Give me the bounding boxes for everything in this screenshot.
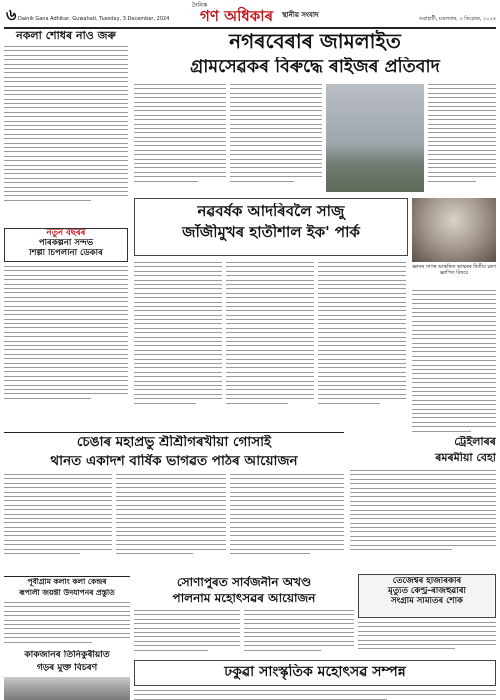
dhakuakhana-body — [134, 690, 496, 700]
new-year-headline-3: শিল্পী চিপলীনা ডেকাৰ — [29, 248, 103, 258]
sonapur-body-col2 — [244, 610, 354, 656]
tezpur-headline-1: তেজেশ্বৰ হাজৰিকাৰ — [392, 577, 462, 586]
new-year-box — [4, 228, 128, 262]
english-date-line: Dainik Gana Adhikar, Guwahati, Tuesday, 3 December, 2024 — [18, 16, 170, 22]
tezpur-headline-2: মৃত্যুত কেণ্ট্ৰ-ৰাজহুৱাৰী — [388, 586, 466, 596]
cheng-body-col2 — [116, 474, 226, 572]
paper-name-top: দৈনিক — [192, 2, 208, 9]
new-year-headline-2: পৰিকল্পনা সন্দৰ্ভ — [38, 238, 94, 248]
paper-logo: গণ অধিকাৰ — [200, 7, 274, 25]
nakal-headline: নকলা শোধৰ নাও জৰু — [16, 30, 116, 42]
purbi-headline-2: ৰূপালী জয়ন্তী উদযাপনৰ প্ৰস্তুতি — [19, 589, 115, 597]
portrait-photo — [412, 198, 496, 262]
sonapur-body-col1 — [134, 610, 240, 656]
cheng-body-col3 — [230, 474, 344, 572]
main-headline-2: গ্ৰামসেৱকৰ বিৰুদ্ধে ৰাইজৰ প্ৰতিবাদ — [190, 57, 440, 77]
main-body-col3 — [428, 84, 496, 192]
park-body-col3 — [318, 262, 406, 432]
main-body-col2 — [230, 84, 322, 194]
nakal-body — [4, 46, 128, 226]
purbi-body — [4, 602, 130, 648]
new-year-headline-1: নতুন বছৰৰ — [46, 229, 86, 238]
page-number: ৬ — [6, 5, 17, 24]
right-body-col — [412, 290, 496, 432]
cheng-headline-1: চেঙাৰ মহাপ্ৰভু শ্ৰীশ্ৰীগৰখীয়া গোসাই — [76, 435, 272, 450]
sonapur-headline-2: পালনাম মহোৎসৱৰ আয়োজন — [172, 592, 316, 605]
park-body-col1 — [134, 262, 222, 432]
cheng-headline-2: থানত একাদশ বাৰ্ষিক ভাগৱত পাঠৰ আয়োজন — [50, 454, 298, 469]
masthead — [0, 0, 500, 28]
tezpur-body — [358, 622, 496, 656]
rhino-photo — [4, 677, 130, 700]
park-headline-1: নৱবৰ্ষক আদৰিবলৈ সাজু — [197, 203, 345, 220]
portrait-caption: জ্ঞানৰ সাগৰ ভাস্কৰিজ ভাস্কৰৰ দ্বিতীয় চৰণ জ্ঞাপিত বিষয়ে — [412, 264, 496, 277]
park-headline-2: জাঁজীমুখৰ হাতীশাল ইক' পাৰ্ক — [182, 224, 360, 242]
main-body-col1 — [134, 84, 226, 194]
sonapur-headline-1: সোণাপুৰত সাৰ্বজনীন অখণ্ড — [176, 576, 312, 589]
main-headline-1: নগৰবেৰাৰ জামলাইত — [229, 30, 401, 53]
cheng-top-rule — [4, 432, 344, 433]
dhakuakhana-box — [134, 660, 496, 686]
trailer-headline-2: ৰমৰমীয়া বেহা — [435, 452, 496, 464]
assamese-date-line: গুৱাহাটী, মঙলবাৰ, ৩ ডিচেম্বৰ, ২০২৪ — [418, 16, 496, 22]
tezpur-box — [358, 574, 496, 618]
protest-photo — [326, 84, 424, 192]
purbi-headline-1: পূৰ্বীগ্ৰাম কলাং কলা কেন্দ্ৰৰ — [27, 578, 107, 586]
kakajan-headline-1: কাকজানৰ তিনিকুৰীয়াত — [24, 650, 110, 660]
kakajan-headline-2: গড়ৰ মুক্ত বিচৰণ — [36, 663, 98, 673]
trailer-body — [350, 470, 496, 568]
tezpur-headline-3: সংগ্ৰাম সমিতিৰ শোক — [391, 596, 463, 606]
cheng-body-col1 — [4, 474, 112, 572]
masthead-divider — [4, 27, 496, 29]
park-body-col2 — [226, 262, 314, 432]
trailer-headline-1: ট্ৰেইলাৰৰ — [454, 436, 496, 448]
park-headline-box — [134, 198, 408, 256]
new-year-body — [4, 266, 128, 426]
purbi-top-rule — [4, 576, 130, 577]
dhakuakhana-headline: ঢকুৱা সাংস্কৃতিক মহোৎসৱ সম্পন্ন — [224, 664, 406, 680]
section-label: স্থানীয় সংবাদ — [282, 11, 319, 19]
